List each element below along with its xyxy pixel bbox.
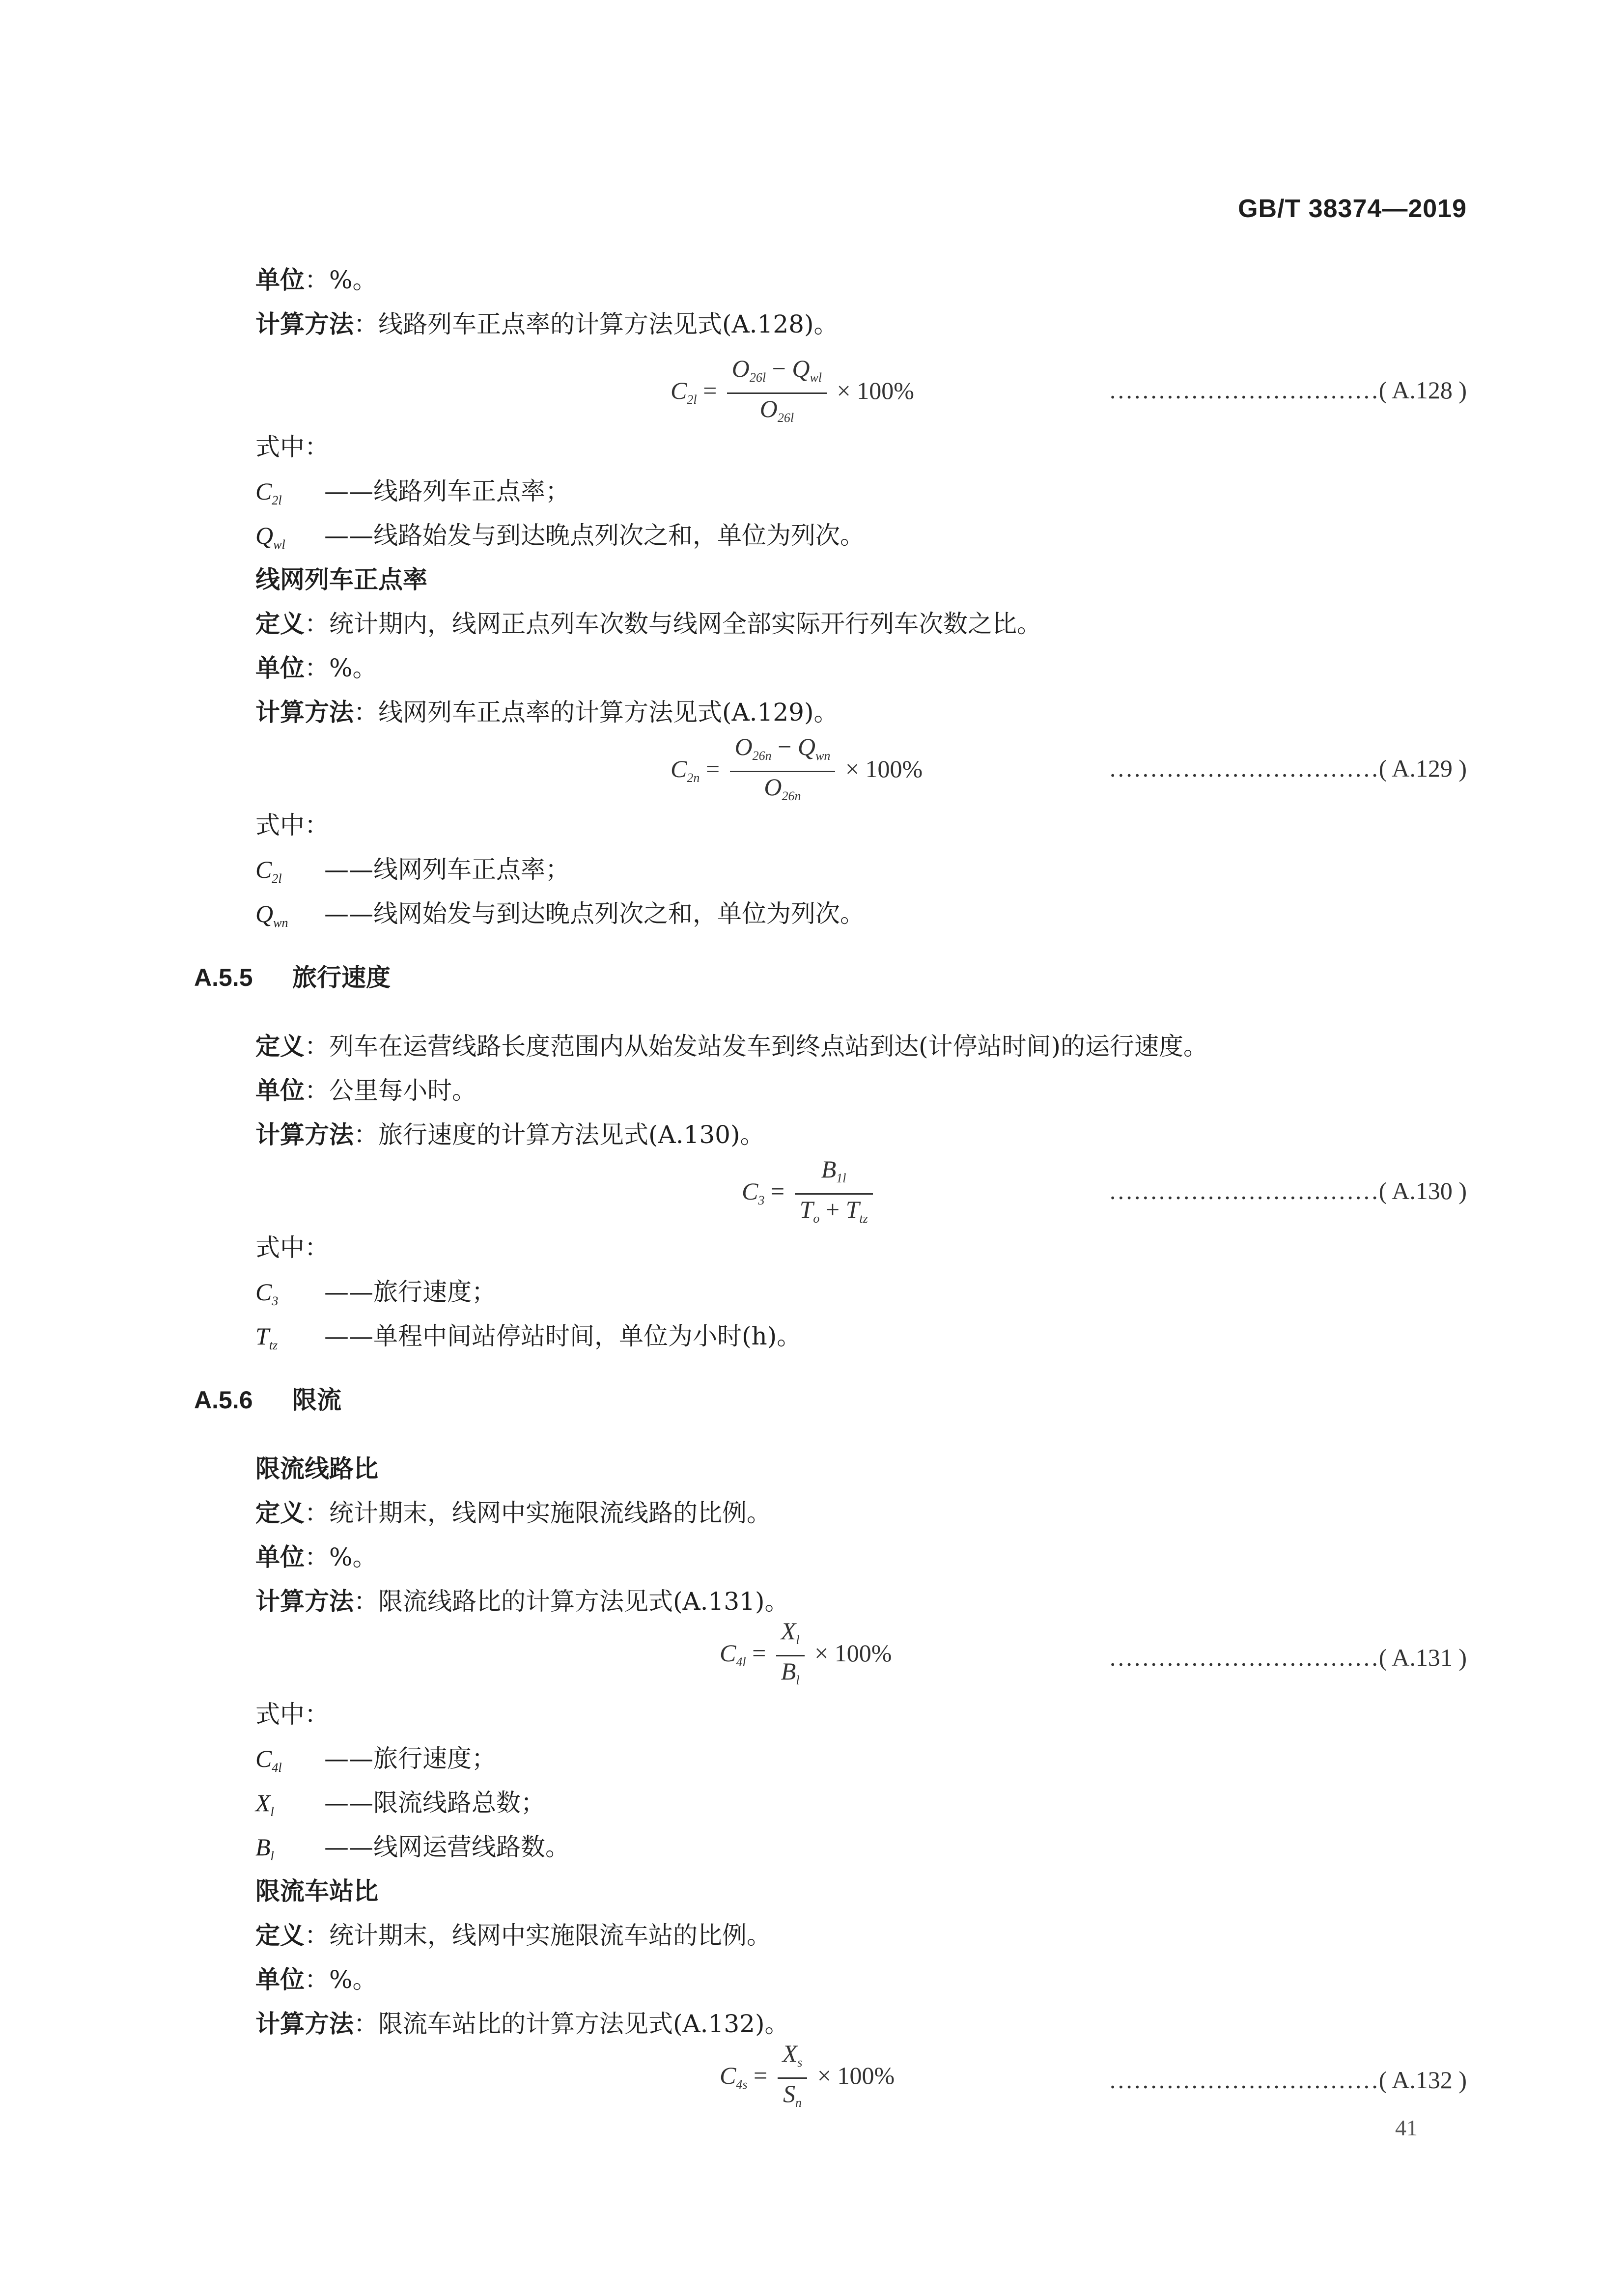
unit-line (255, 1965, 377, 1994)
method-line (255, 309, 838, 339)
den-a: O (759, 395, 778, 422)
where-line: 式中： (255, 1700, 329, 1729)
symbol-desc: ——线网始发与到达晚点列次之和，单位为列次。 (324, 899, 865, 928)
definition-line (255, 1032, 1208, 1061)
formula-lhs-sub: 3 (758, 1193, 765, 1207)
definition-label: 定义 (255, 1921, 305, 1950)
den-a-sub: 26l (777, 411, 794, 425)
den-a-sub: l (796, 1673, 800, 1687)
num-b: Q (797, 733, 815, 760)
numerator (776, 1616, 805, 1656)
formula-lhs-sub: 4l (736, 1654, 746, 1669)
symbol-desc: ——限流线路总数； (324, 1789, 545, 1817)
symbol-desc: ——旅行速度； (324, 1278, 496, 1306)
symbol (255, 1832, 324, 1871)
method-line (255, 1120, 764, 1149)
symbol-letter: X (255, 1789, 271, 1817)
den-a-sub: o (813, 1211, 820, 1226)
den-a: O (764, 773, 782, 801)
symbol-desc: ——单程中间站停站时间，单位为小时(h)。 (324, 1322, 802, 1350)
equation-number: ……………………………( A.130 ) (1108, 1177, 1467, 1204)
num-b: Q (792, 355, 810, 382)
section-title: 限流 (292, 1386, 341, 1414)
equals-sign: = (753, 2061, 768, 2089)
fraction (776, 1616, 805, 1695)
formula-lhs-sub: 4s (736, 2077, 748, 2092)
minus-sign: − (771, 733, 798, 760)
method-text: ：线网列车正点率的计算方法见式(A.129)。 (354, 698, 839, 727)
den-b: T (845, 1196, 860, 1223)
den-a: B (781, 1657, 796, 1685)
numerator (795, 1154, 873, 1195)
fraction (727, 354, 827, 433)
symbol-desc: ——线网运营线路数。 (324, 1833, 570, 1861)
page-number: 41 (1395, 2115, 1418, 2140)
formula-lhs: C (671, 755, 687, 783)
method-line (255, 1587, 789, 1616)
symbol-def (255, 521, 865, 560)
unit-line (255, 265, 377, 295)
symbol-def (255, 1788, 545, 1827)
method-line (255, 2009, 789, 2039)
unit-text: ：%。 (305, 1965, 377, 1994)
formula-a130 (742, 1154, 877, 1233)
symbol (255, 1744, 324, 1783)
formula-lhs: C (742, 1177, 758, 1205)
method-text: ：旅行速度的计算方法见式(A.130)。 (354, 1120, 765, 1149)
formula-a132 (720, 2039, 895, 2118)
minus-sign: − (766, 355, 792, 382)
where-line: 式中： (255, 1233, 329, 1262)
formula-tail: × 100% (837, 376, 914, 404)
symbol (255, 855, 324, 894)
denominator (795, 1195, 873, 1233)
num-a: O (731, 355, 750, 382)
subsection-title: 限流车站比 (255, 1877, 378, 1905)
symbol-desc: ——线路始发与到达晚点列次之和，单位为列次。 (324, 521, 865, 550)
denominator (727, 394, 827, 433)
definition-line (255, 1921, 771, 1950)
method-label: 计算方法 (255, 698, 354, 727)
symbol (255, 899, 324, 938)
symbol-letter: C (255, 856, 272, 883)
formula-a128 (671, 354, 914, 433)
symbol-desc: ——线网列车正点率； (324, 855, 570, 884)
unit-label: 单位 (255, 1965, 305, 1994)
formula-a131 (720, 1616, 892, 1695)
equals-sign: = (705, 755, 720, 783)
equation-number: ……………………………( A.129 ) (1108, 755, 1467, 782)
definition-line (255, 609, 1041, 639)
symbol-sub: tz (269, 1338, 278, 1352)
section-number: A.5.6 (194, 1386, 253, 1414)
equation-number: ……………………………( A.132 ) (1108, 2066, 1467, 2094)
symbol-desc: ——旅行速度； (324, 1744, 496, 1773)
symbol-desc: ——线路列车正点率； (324, 477, 570, 505)
num-a: O (734, 733, 753, 760)
formula-lhs-sub: 2n (687, 770, 700, 785)
num-a-sub: s (797, 2055, 803, 2070)
subsection-title: 限流线路比 (255, 1455, 378, 1483)
method-line (255, 698, 838, 727)
unit-line (255, 1542, 377, 1572)
formula-tail: × 100% (845, 755, 923, 783)
symbol-def (255, 1321, 801, 1360)
num-a: B (821, 1155, 837, 1183)
definition-label: 定义 (255, 1032, 305, 1061)
den-a-sub: n (795, 2096, 802, 2110)
den-a-sub: 26n (782, 789, 801, 803)
equals-sign: = (752, 1639, 766, 1667)
numerator (730, 732, 836, 772)
num-a: X (781, 1617, 796, 1645)
unit-label: 单位 (255, 654, 305, 682)
method-text: ：限流线路比的计算方法见式(A.131)。 (354, 1587, 789, 1616)
symbol-letter: C (255, 1745, 272, 1772)
definition-text: ：统计期末，线网中实施限流线路的比例。 (305, 1499, 771, 1527)
symbol-def (255, 1744, 496, 1783)
symbol-def (255, 899, 865, 938)
symbol-sub: 4l (272, 1761, 282, 1775)
symbol-letter: C (255, 477, 272, 505)
equals-sign: = (770, 1177, 785, 1205)
symbol-def (255, 476, 570, 515)
formula-lhs: C (720, 2061, 736, 2089)
fraction (778, 2039, 808, 2118)
method-label: 计算方法 (255, 2010, 354, 2038)
num-b-sub: wl (810, 370, 822, 385)
unit-text: ：公里每小时。 (305, 1076, 476, 1105)
symbol-sub: 3 (272, 1294, 279, 1308)
symbol-sub: 2l (272, 871, 282, 886)
equals-sign: = (703, 376, 717, 404)
unit-line (255, 653, 377, 683)
definition-label: 定义 (255, 610, 305, 638)
unit-text: ：%。 (305, 654, 377, 682)
symbol-letter: T (255, 1322, 269, 1350)
num-a-sub: l (796, 1633, 800, 1647)
section-number: A.5.5 (194, 964, 253, 991)
method-text: ：限流车站比的计算方法见式(A.132)。 (354, 2010, 789, 2038)
symbol-letter: Q (255, 900, 274, 927)
numerator (727, 354, 827, 394)
method-label: 计算方法 (255, 310, 354, 338)
symbol-letter: C (255, 1278, 272, 1306)
formula-lhs-sub: 2l (687, 392, 697, 407)
method-text: ：线路列车正点率的计算方法见式(A.128)。 (354, 310, 839, 338)
symbol (255, 1321, 324, 1360)
section-title: 旅行速度 (292, 963, 391, 992)
denominator (776, 1656, 805, 1695)
symbol-letter: Q (255, 522, 274, 549)
fraction (730, 732, 836, 811)
symbol (255, 1277, 324, 1316)
den-a: S (783, 2080, 796, 2107)
unit-text: ：%。 (305, 266, 377, 294)
method-label: 计算方法 (255, 1587, 354, 1616)
symbol-def (255, 1277, 496, 1316)
definition-text: ：统计期内，线网正点列车次数与线网全部实际开行列车次数之比。 (305, 610, 1041, 638)
where-line: 式中： (255, 433, 329, 461)
symbol-sub: wn (273, 916, 288, 930)
definition-text: ：列车在运营线路长度范围内从始发站发车到终点站到达(计停站时间)的运行速度。 (305, 1032, 1208, 1061)
definition-label: 定义 (255, 1499, 305, 1527)
standard-code: GB/T 38374—2019 (1238, 195, 1467, 223)
definition-line (255, 1498, 771, 1528)
unit-line (255, 1076, 476, 1105)
denominator (730, 772, 836, 811)
unit-label: 单位 (255, 1076, 305, 1105)
definition-text: ：统计期末，线网中实施限流车站的比例。 (305, 1921, 771, 1950)
num-b-sub: wn (815, 749, 831, 763)
num-a-sub: 26l (749, 370, 766, 385)
equation-number: ……………………………( A.128 ) (1108, 376, 1467, 404)
unit-label: 单位 (255, 266, 305, 294)
unit-label: 单位 (255, 1543, 305, 1571)
formula-a129 (671, 732, 923, 811)
unit-text: ：%。 (305, 1543, 377, 1571)
num-a-sub: 1l (836, 1171, 846, 1185)
method-label: 计算方法 (255, 1120, 354, 1149)
symbol-def (255, 1832, 570, 1871)
fraction (795, 1154, 873, 1233)
symbol (255, 1788, 324, 1827)
equation-number: ……………………………( A.131 ) (1108, 1644, 1467, 1671)
symbol-def (255, 855, 570, 894)
section-heading-a55 (194, 963, 391, 992)
den-b-sub: tz (859, 1211, 868, 1226)
formula-tail: × 100% (814, 1639, 892, 1667)
formula-tail: × 100% (817, 2061, 895, 2089)
symbol-sub: 2l (272, 493, 282, 507)
numerator (778, 2039, 808, 2079)
denominator (778, 2079, 808, 2118)
section-heading-a56 (194, 1385, 341, 1415)
plus-sign: + (819, 1196, 846, 1223)
symbol (255, 521, 324, 560)
formula-lhs: C (671, 376, 687, 404)
subsection-title: 线网列车正点率 (255, 565, 427, 594)
symbol-letter: B (255, 1833, 271, 1861)
symbol-sub: wl (273, 537, 285, 552)
symbol-sub: l (270, 1849, 274, 1863)
symbol-sub: l (270, 1805, 274, 1819)
symbol (255, 476, 324, 515)
num-a: X (782, 2040, 798, 2067)
num-a-sub: 26n (752, 749, 772, 763)
where-line: 式中： (255, 811, 329, 840)
den-a: T (799, 1196, 813, 1223)
formula-lhs: C (720, 1639, 736, 1667)
